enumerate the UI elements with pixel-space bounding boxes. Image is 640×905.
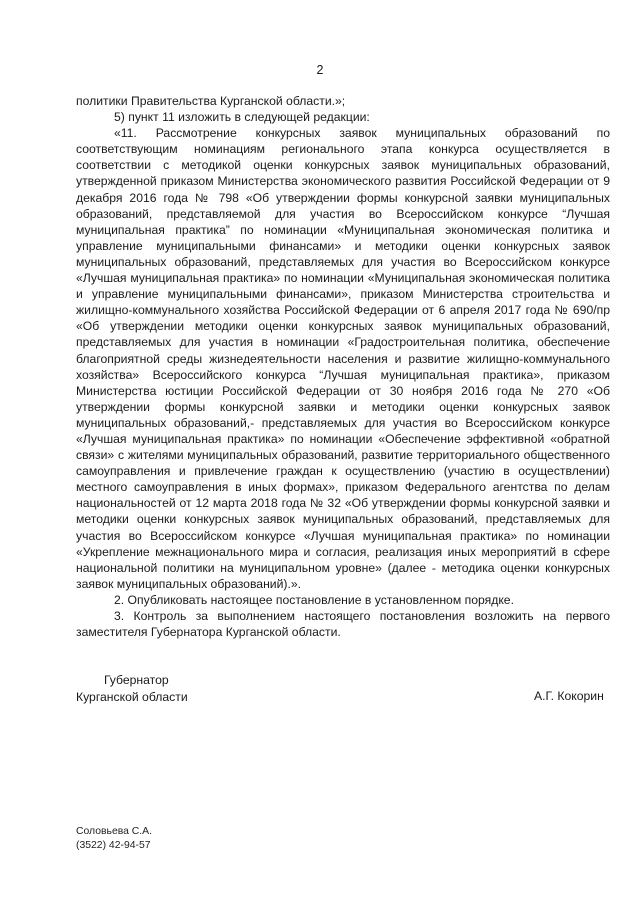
paragraph-item-5: 5) пункт 11 изложить в следующей редакции: xyxy=(114,110,370,125)
executor-name: Соловьева С.А. xyxy=(76,826,153,837)
signature-name: А.Г. Кокорин xyxy=(534,689,604,703)
signature-title xyxy=(76,672,188,705)
executor-phone: (3522) 42-94-57 xyxy=(76,839,151,851)
executor-info xyxy=(76,825,152,852)
paragraph-continuation: политики Правительства Курганской области.»; xyxy=(76,94,346,108)
document-body xyxy=(76,93,610,640)
signature-title-line1: Губернатор xyxy=(104,673,169,687)
signature-title-line2: Курганской области xyxy=(76,689,188,704)
page-number: 2 xyxy=(316,63,324,77)
paragraph-item-11: «11. Рассмотрение конкурсных заявок муниципальных образований по соответствующим номинациям регионального этапа конкурса осуществляется в соответствии с методикой оценки конкурсных заявок муниципальных образований, утвержденной приказом Министерства экономического развития Российской Федерации от 9 декабря 2016 года № 798 «Об утверждении формы конкурсной заявки муниципальных образований, представляемой для участия во Всероссийском конкурсе “Лучшая муниципальная практика” по номинации «Муниципальная экономическая политика и управление муниципальными финансами» и методики оценки конкурсных заявок муниципальных образований, представляемых для участия во Всероссийском конкурсе «Лучшая муниципальная практика» по номинации «Муниципальная экономическая политика и управление муниципальными финансами», приказом Министерства строительства и жилищно-коммунального хозяйства Российской Федерации от 6 апреля 2017 года № 690/пр «Об утверждении методики оценки конкурсных заявок муниципальных образований, представляемых для участия в номинации «Градостроительная политика, обеспечение благоприятной среды жизнедеятельности населения и развитие жилищно-коммунального хозяйства» Всероссийского конкурса “Лучшая муниципальная практика», приказом Министерства юстиции Российской Федерации от 30 ноября 2016 года № 270 «Об утверждении формы конкурсной заявки и методики оценки конкурсных заявок муниципальных образований,- представляемых для участия во Всероссийском конкурсе «Лучшая муниципальная практика» по номинации «Обеспечение эффективной «обратной связи» с жителями муниципальных образований, развитие территориального общественного самоуправления и привлечение граждан к осуществлению (участию в осуществлении) местного самоуправления в иных формах», приказом Федерального агентства по делам национальностей от 12 марта 2018 года № 32 «Об утверждении формы конкурсной заявки и методики оценки конкурсных заявок муниципальных образований, представляемых для участия во Всероссийском конкурсе «Лучшая муниципальная практика» по номинации «Укрепление межнационального мира и согласия, реализация иных мероприятий в сфере национальной политики на муниципальном уровне» (далее - методика оценки конкурсных заявок муниципальных образований).». xyxy=(76,126,610,591)
paragraph-item-2: 2. Опубликовать настоящее постановление в установленном порядке. xyxy=(114,592,514,607)
paragraph-item-3: 3. Контроль за выполнением настоящего постановления возложить на первого заместителя Губернатора Курганской области. xyxy=(76,609,610,640)
